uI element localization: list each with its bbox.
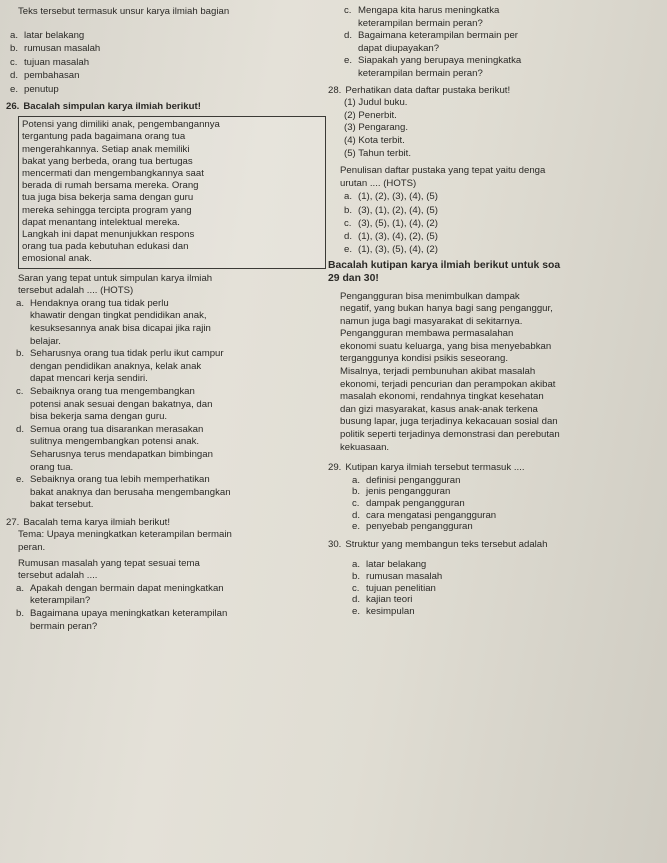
q27-continued-options (340, 5, 662, 81)
answer-option[interactable] (12, 348, 332, 386)
option-text: pembahasan (24, 70, 80, 82)
answer-option[interactable] (12, 298, 332, 348)
text-line: terganggunya kondisi psikis seseorang. (340, 353, 508, 365)
text-line: politik seperti terjadinya demonstrasi dan perebutan (340, 429, 560, 441)
text-line: (5) Tahun terbit. (344, 147, 412, 159)
answer-option[interactable] (12, 474, 332, 512)
option-text: tujuan penelitian (366, 582, 436, 594)
option-text: jenis pengangguran (366, 486, 451, 498)
q29-header (328, 462, 662, 475)
option-label: b. (344, 204, 353, 216)
q29-options (340, 475, 662, 533)
option-line (16, 474, 332, 487)
option-label: e. (16, 474, 25, 486)
option-line (16, 361, 332, 374)
q30-header (328, 539, 662, 552)
answer-option[interactable] (348, 571, 662, 583)
option-line (16, 298, 332, 311)
option-text: Mengapa kita harus meningkatka (358, 5, 500, 16)
option-line (16, 336, 332, 349)
answer-option[interactable] (340, 243, 662, 256)
passage-text (340, 291, 662, 455)
option-line (16, 583, 332, 596)
option-text: Hendaknya orang tua tidak perlu (30, 297, 169, 309)
option-line (16, 462, 332, 475)
answer-option[interactable] (6, 69, 332, 83)
text-line: urutan .... (HOTS) (340, 177, 417, 189)
option-text: rumusan masalah (24, 43, 101, 55)
option-text: (3), (1), (2), (4), (5) (358, 204, 438, 216)
option-line (16, 595, 332, 608)
q25-stem: Teks tersebut termasuk unsur karya ilmiah bagian (18, 6, 230, 17)
option-text: dengan pendidikan anaknya, kelak anak (30, 360, 202, 372)
option-label: e. (352, 521, 361, 533)
option-text: potensi anak sesuai dengan bakatnya, dan (30, 398, 213, 410)
text-line: Rumusan masalah yang tepat sesuai tema (18, 557, 200, 569)
text-line: masalah ekonomi, rendahnya tingkat kesehatan (340, 391, 544, 403)
q28-items (340, 97, 662, 160)
text-line: negatif, yang bukan hanya bagi sang penganggur, (340, 303, 553, 315)
text-line: berada di rumah bersama mereka. Orang (22, 180, 199, 192)
answer-option[interactable] (12, 424, 332, 474)
option-text: rumusan masalah (366, 570, 443, 582)
option-label: b. (352, 570, 361, 582)
answer-option[interactable] (6, 42, 332, 56)
q26-header (6, 101, 332, 114)
answer-option[interactable] (340, 190, 662, 203)
option-label: d. (16, 423, 25, 435)
option-label: c. (10, 56, 18, 68)
option-line (16, 424, 332, 437)
option-text: orang tua. (30, 461, 74, 473)
option-text: kesuksesannya anak bisa dicapai jika rajin (30, 322, 211, 334)
option-label: e. (344, 55, 353, 67)
option-label: d. (352, 509, 361, 521)
option-text: keterampilan bermain peran? (358, 67, 483, 79)
answer-option[interactable] (6, 83, 332, 97)
answer-option[interactable] (348, 521, 662, 533)
option-label: d. (344, 230, 353, 242)
q26-question (6, 273, 332, 298)
option-text: bakat tersebut. (30, 499, 94, 511)
option-text: Bagaimana upaya meningkatkan keterampilan (30, 608, 228, 620)
option-label: b. (352, 486, 361, 498)
q28-options (340, 190, 662, 256)
option-label: c. (344, 217, 352, 229)
text-line: Pengangguran membawa permasalahan (340, 328, 514, 340)
option-label: a. (352, 474, 361, 486)
text-line: Penulisan daftar pustaka yang tepat yaitu denga (340, 165, 546, 177)
option-label: c. (16, 385, 24, 397)
answer-option[interactable] (340, 204, 662, 217)
q29-number: 29. (328, 462, 342, 474)
text-line: tersebut adalah .... (HOTS) (18, 285, 134, 297)
option-line (16, 373, 332, 386)
option-label: b. (16, 608, 25, 620)
q27-theme (6, 529, 332, 554)
option-text: belajar. (30, 335, 61, 347)
text-line: Saran yang tepat untuk simpulan karya ilmiah (18, 272, 213, 284)
option-text: bisa bekerja sama dengan guru. (30, 411, 168, 423)
option-text: Apakah dengan bermain dapat meningkatkan (30, 582, 224, 594)
q26-options (6, 298, 332, 512)
option-text: (1), (2), (3), (4), (5) (358, 191, 438, 203)
q26-number: 26. (6, 100, 20, 112)
left-column (6, 0, 332, 633)
q28-stem: Perhatikan data daftar pustaka berikut! (345, 84, 511, 96)
answer-option[interactable] (340, 217, 662, 230)
option-label: c. (352, 582, 360, 594)
text-line: mengerahkannya. Setiap anak memiliki (22, 143, 190, 155)
option-text: Bagaimana keterampilan bermain per (358, 30, 518, 42)
q28-question (340, 165, 662, 190)
section-heading (328, 260, 662, 285)
text-line: dan gizi masyarakat, kasus anak-anak terkena (340, 403, 538, 415)
text-line: tergantung pada bagaimana orang tua (22, 131, 186, 143)
option-text: tujuan masalah (24, 56, 90, 68)
option-label: a. (10, 29, 19, 41)
answer-option[interactable] (6, 56, 332, 70)
answer-option[interactable] (348, 594, 662, 606)
text-line: (2) Penerbit. (344, 109, 397, 121)
text-line: Pengangguran bisa menimbulkan dampak (340, 290, 520, 302)
text-line: ekonomi suatu keluarga, yang bisa menyebabkan (340, 340, 552, 352)
answer-option[interactable] (348, 510, 662, 522)
option-line (16, 323, 332, 336)
option-text: kesimpulan (366, 605, 415, 617)
option-label: b. (16, 348, 25, 360)
option-label: e. (344, 244, 353, 256)
option-label: e. (10, 83, 19, 95)
text-line: bakat yang berbeda, orang tua bertugas (22, 155, 193, 167)
option-line (16, 608, 332, 621)
q28-header (328, 85, 662, 98)
option-label: d. (10, 70, 19, 82)
option-label: d. (344, 30, 353, 42)
option-line (16, 411, 332, 424)
option-text: (1), (3), (5), (4), (2) (358, 244, 438, 256)
option-text: penyebab pengangguran (366, 521, 473, 533)
answer-option[interactable] (340, 230, 662, 243)
text-line: busung lapar, juga terjadinya kekacauan sosial dan (340, 416, 558, 428)
text-line: peran. (18, 542, 46, 554)
option-line (16, 499, 332, 512)
text-line: (1) Judul buku. (344, 97, 408, 109)
option-line (16, 621, 332, 634)
option-line (16, 449, 332, 462)
option-label: a. (16, 297, 25, 309)
text-line: mencermati dan mengembangkannya saat (22, 167, 204, 179)
option-text: kajian teori (366, 594, 413, 606)
right-column (328, 0, 662, 617)
text-line: kekuasaan. (340, 441, 390, 453)
option-text: keterampilan bermain peran? (358, 17, 483, 29)
option-line (16, 399, 332, 412)
q26-stem: Bacalah simpulan karya ilmiah berikut! (23, 100, 201, 112)
option-text: sulitnya mengembangkan potensi anak. (30, 436, 200, 448)
text-line: dapat menantang intelektual mereka. (22, 216, 180, 228)
text-line: ekonomi, terjadi pencurian dan perampokan akibat (340, 378, 556, 390)
option-label: a. (16, 582, 25, 594)
answer-option[interactable] (348, 498, 662, 510)
option-label: e. (352, 605, 361, 617)
q27-options (6, 583, 332, 633)
text-line: Bacalah kutipan karya ilmiah berikut untuk soa (328, 260, 561, 272)
q28-number: 28. (328, 84, 342, 96)
text-line: orang tua pada kebutuhan edukasi dan (22, 241, 189, 253)
text-line: (3) Pengarang. (344, 122, 408, 134)
q27-question (6, 558, 332, 583)
option-line (16, 436, 332, 449)
option-text: dampak pengangguran (366, 498, 465, 510)
option-text: dapat mencari kerja sendiri. (30, 373, 148, 385)
option-text: definisi pengangguran (366, 474, 461, 486)
option-label: b. (10, 43, 19, 55)
option-text: keterampilan? (30, 595, 91, 607)
answer-option[interactable] (12, 386, 332, 424)
option-text: Seharusnya terus mendapatkan bimbingan (30, 448, 213, 460)
option-text: latar belakang (366, 559, 427, 571)
option-text: Seharusnya orang tua tidak perlu ikut campur (30, 348, 224, 360)
q30-stem: Struktur yang membangun teks tersebut adalah (345, 538, 548, 550)
option-label: c. (352, 498, 360, 510)
answer-option[interactable] (340, 30, 662, 55)
answer-option[interactable] (6, 29, 332, 43)
answer-option[interactable] (348, 606, 662, 618)
option-text: Sebaiknya orang tua mengembangkan (30, 385, 195, 397)
q25-options (6, 29, 332, 97)
option-text: penutup (24, 83, 59, 95)
option-text: cara mengatasi pengangguran (366, 509, 497, 521)
answer-option[interactable] (340, 5, 662, 30)
answer-option[interactable] (348, 486, 662, 498)
answer-option[interactable] (348, 475, 662, 487)
answer-option[interactable] (12, 608, 332, 633)
option-line (16, 310, 332, 323)
option-line (344, 55, 662, 68)
option-label: a. (344, 191, 353, 203)
option-line (344, 5, 662, 18)
text-line: Tema: Upaya meningkatkan keterampilan bermain (18, 529, 232, 541)
option-label: d. (352, 594, 361, 606)
option-text: dapat diupayakan? (358, 42, 440, 54)
option-line (16, 348, 332, 361)
text-line: Langkah ini dapat menunjukkan respons (22, 228, 195, 240)
q26-quote-box (18, 116, 326, 268)
option-line (16, 386, 332, 399)
text-line: Misalnya, terjadi pembunuhan akibat masalah (340, 366, 536, 378)
q27-stem: Bacalah tema karya ilmiah berikut! (23, 516, 170, 528)
option-text: latar belakang (24, 29, 85, 41)
option-line (16, 487, 332, 500)
text-line: Potensi yang dimiliki anak, pengembangannya (22, 119, 220, 131)
text-line: mereka sehingga tercipta program yang (22, 204, 192, 216)
q27-number: 27. (6, 516, 20, 528)
text-line: 29 dan 30! (328, 272, 379, 284)
option-line (344, 43, 662, 56)
option-line (344, 18, 662, 31)
q30-options (340, 559, 662, 617)
text-line: namun juga bagi masyarakat di sekitarnya. (340, 315, 523, 327)
text-line: tersebut adalah .... (18, 570, 98, 582)
option-text: Siapakah yang berupaya meningkatka (358, 55, 522, 67)
option-label: a. (352, 559, 361, 571)
option-text: bakat anaknya dan berusaha mengembangkan (30, 486, 231, 498)
text-line: (4) Kota terbit. (344, 134, 405, 146)
option-line (344, 68, 662, 81)
option-text: (3), (5), (1), (4), (2) (358, 217, 438, 229)
answer-option[interactable] (12, 583, 332, 608)
q27-header (6, 517, 332, 530)
option-line (344, 30, 662, 43)
q29-stem: Kutipan karya ilmiah tersebut termasuk .... (345, 462, 525, 474)
text-line: tua juga bisa bekerja sama dengan guru (22, 192, 194, 204)
option-text: (1), (3), (4), (2), (5) (358, 230, 438, 242)
answer-option[interactable] (340, 55, 662, 80)
answer-option[interactable] (348, 559, 662, 571)
text-line: emosional anak. (22, 253, 92, 265)
option-text: bermain peran? (30, 620, 98, 632)
option-text: Semua orang tua disarankan merasakan (30, 423, 204, 435)
option-text: Sebaiknya orang tua lebih memperhatikan (30, 474, 210, 486)
option-text: khawatir dengan tingkat pendidikan anak, (30, 310, 207, 322)
q30-number: 30. (328, 538, 342, 550)
answer-option[interactable] (348, 583, 662, 595)
option-label: c. (344, 5, 352, 16)
